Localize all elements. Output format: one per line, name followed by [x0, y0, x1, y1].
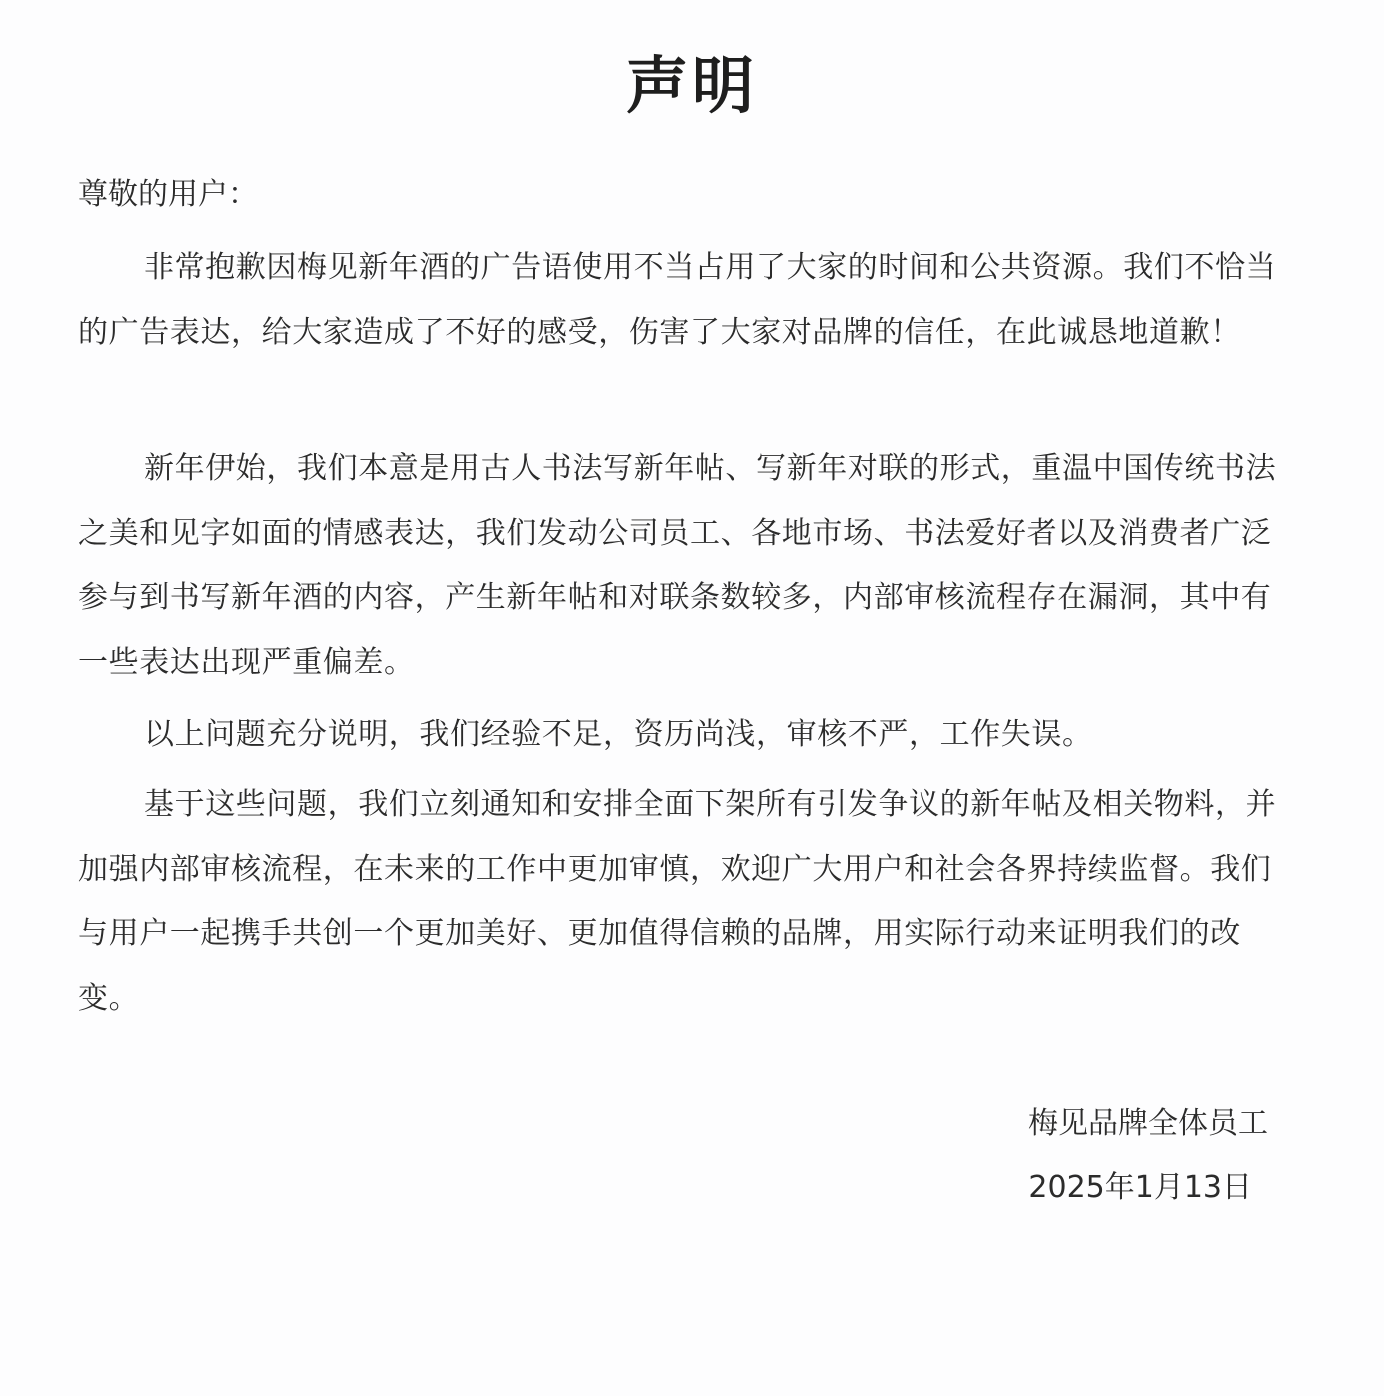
- document-title: 声明: [625, 49, 758, 122]
- greeting: 尊敬的用户：: [78, 177, 258, 212]
- paragraph-reflection: 以上问题充分说明，我们经验不足，资历尚浅，审核不严，工作失误。: [144, 717, 1093, 752]
- paragraph-background: 新年伊始，我们本意是用古人书法写新年帖、写新年对联的形式，重温中国传统书法之美和见字如面的情感表达，我们发动公司员工、各地市场、书法爱好者以及消费者广泛参与到书写新年酒的内容，产生新年帖和对联条数较多，内部审核流程存在漏洞，其中有一些表达出现严重偏差。: [78, 451, 1277, 680]
- signature-date: 2025年1月13日: [1028, 1170, 1252, 1205]
- paragraph-actions: 基于这些问题，我们立刻通知和安排全面下架所有引发争议的新年帖及相关物料，并加强内部审核流程，在未来的工作中更加审慎，欢迎广大用户和社会各界持续监督。我们与用户一起携手共创一个更加美好、更加值得信赖的品牌，用实际行动来证明我们的改变。: [78, 787, 1277, 1016]
- signature: 梅见品牌全体员工: [1028, 1106, 1268, 1141]
- paragraph-apology: 非常抱歉因梅见新年酒的广告语使用不当占用了大家的时间和公共资源。我们不恰当的广告表达，给大家造成了不好的感受，伤害了大家对品牌的信任，在此诚恳地道歉！: [78, 250, 1277, 350]
